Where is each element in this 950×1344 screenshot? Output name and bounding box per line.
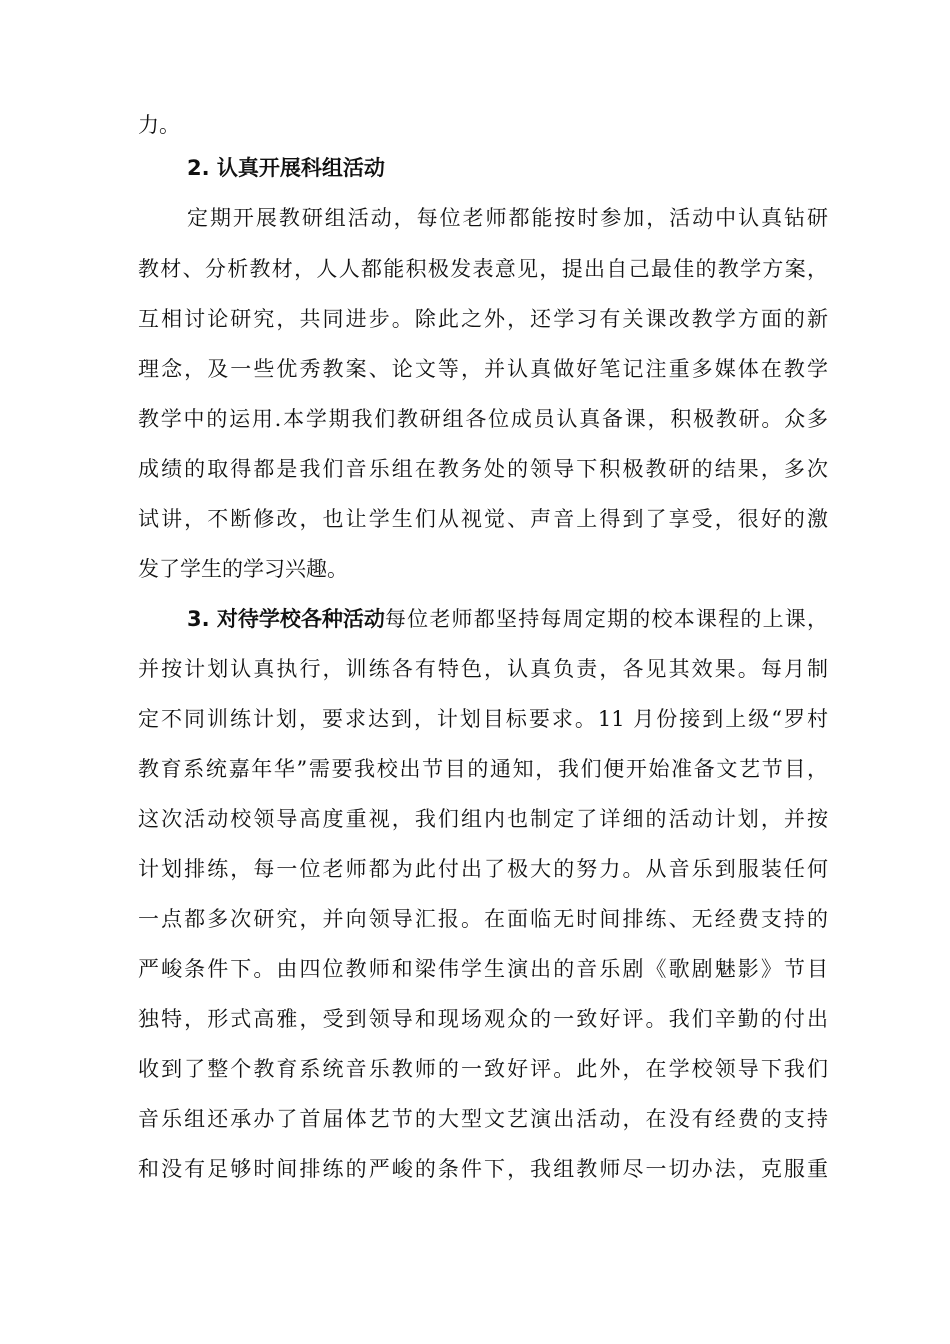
- section-heading-3-line: [187, 605, 828, 633]
- paragraph-line: 严峻条件下。由四位教师和梁伟学生演出的音乐剧《歌剧魅影》节目: [138, 957, 828, 981]
- paragraph-line: 计划排练，每一位老师都为此付出了极大的努力。从音乐到服装任何: [138, 857, 828, 881]
- paragraph-line: 独特，形式高雅，受到领导和现场观众的一致好评。我们辛勤的付出: [138, 1007, 828, 1031]
- section-heading-2: 2. 认真开展科组活动: [187, 156, 385, 180]
- paragraph-line: 每位老师都坚持每周定期的校本课程的上课，: [384, 607, 828, 631]
- paragraph-line: 理念，及一些优秀教案、论文等，并认真做好笔记注重多媒体在教学: [138, 357, 828, 381]
- paragraph-line: 教育系统嘉年华”需要我校出节目的通知，我们便开始准备文艺节目，: [138, 757, 828, 781]
- paragraph-line: 互相讨论研究，共同进步。除此之外，还学习有关课改教学方面的新: [138, 307, 828, 331]
- paragraph-line: 试讲，不断修改，也让学生们从视觉、声音上得到了享受，很好的激: [138, 507, 828, 531]
- paragraph-line: 教学中的运用.本学期我们教研组各位成员认真备课，积极教研。众多: [138, 407, 828, 431]
- paragraph-line: 音乐组还承办了首届体艺节的大型文艺演出活动，在没有经费的支持: [138, 1107, 828, 1131]
- paragraph-line: 收到了整个教育系统音乐教师的一致好评。此外，在学校领导下我们: [138, 1057, 828, 1081]
- paragraph-line: 教材、分析教材，人人都能积极发表意见，提出自己最佳的教学方案，: [138, 257, 828, 281]
- paragraph-line: 并按计划认真执行，训练各有特色，认真负责，各见其效果。每月制: [138, 657, 828, 681]
- paragraph-line: 成绩的取得都是我们音乐组在教务处的领导下积极教研的结果，多次: [138, 457, 828, 481]
- paragraph-line: 定期开展教研组活动，每位老师都能按时参加，活动中认真钻研: [187, 206, 828, 230]
- paragraph-line: 和没有足够时间排练的严峻的条件下，我组教师尽一切办法，克服重: [138, 1157, 828, 1181]
- paragraph-line: 定不同训练计划，要求达到，计划目标要求。11 月份接到上级“罗村: [138, 707, 828, 731]
- continuation-line: 力。: [138, 113, 180, 137]
- paragraph-line: 这次活动校领导高度重视，我们组内也制定了详细的活动计划，并按: [138, 807, 828, 831]
- section-heading-3: 3. 对待学校各种活动: [187, 607, 385, 631]
- paragraph-line: 一点都多次研究，并向领导汇报。在面临无时间排练、无经费支持的: [138, 907, 828, 931]
- paragraph-line: 发了学生的学习兴趣。: [138, 557, 348, 581]
